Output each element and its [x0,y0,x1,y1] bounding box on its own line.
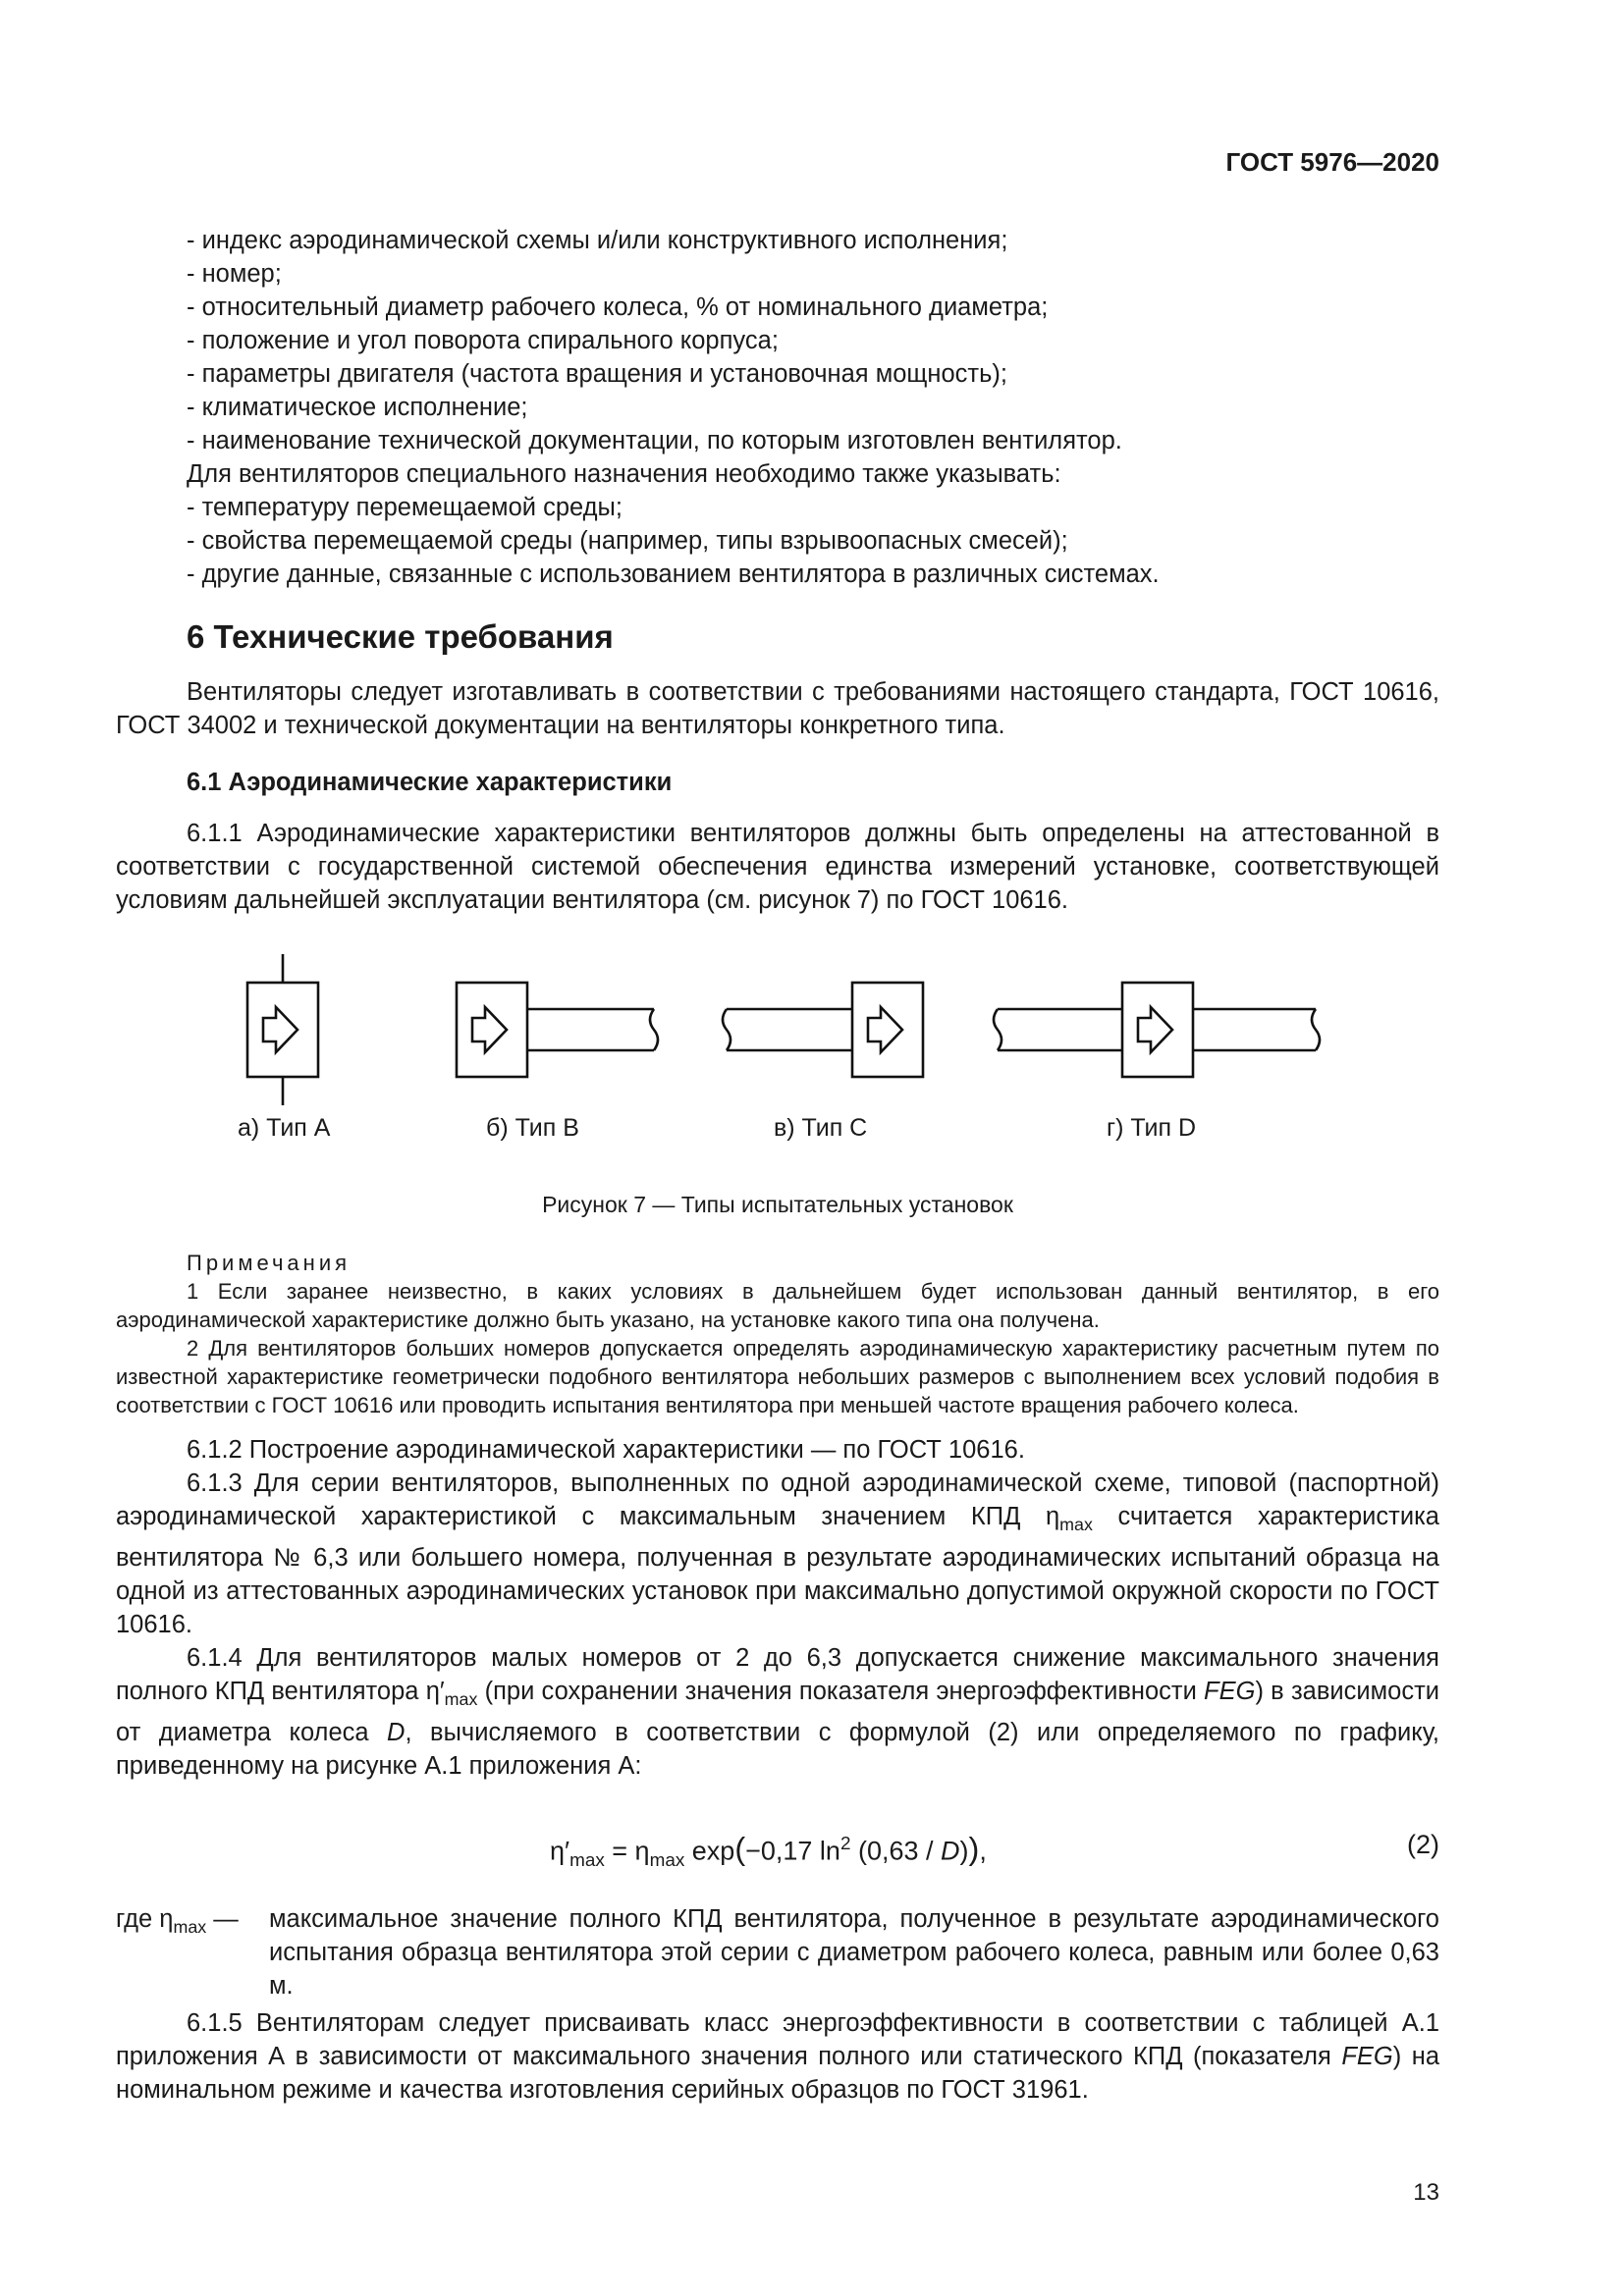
notes-title: Примечания [187,1251,352,1275]
list-item: - другие данные, связанные с использованием вентилятора в различных системах. [187,561,1160,588]
test-setup-diagram [116,946,1439,1113]
list-item: - наименование технической документации, по которым изготовлен вентилятор. [187,427,1122,454]
notes-block [116,1249,1439,1419]
type-c-diagram [723,983,923,1077]
list-item: - положение и угол поворота спирального корпуса; [187,327,779,354]
formula-number: (2) [1407,1830,1439,1860]
paragraph-6-1-4: 6.1.4 Для вентиляторов малых номеров от 2 до 6,3 допускается снижение максимального значения полного КПД вентилятора $\eta'_{max}$ (при сохранении значения показателя энергоэффективности FEG) в зависимости от диаметра колеса D, вычисляемого в соответствии с формулой (2) или определяемого по графику, приведенному на рисунке А.1 приложения А: [116,1644,1439,1781]
figure-label-type-c: в) Тип С [774,1114,868,1142]
formula-2 [116,1810,1439,1879]
paragraph-6-1-2: 6.1.2 Построение аэродинамической характеристики — по ГОСТ 10616. [187,1436,1025,1464]
list-item: - индекс аэродинамической схемы и/или конструктивного исполнения; [187,227,1008,254]
list-item: - относительный диаметр рабочего колеса, % от номинального диаметра; [187,294,1049,321]
figure-label-type-d: г) Тип D [1107,1114,1197,1142]
type-b-diagram [457,983,658,1077]
section-6-intro: Вентиляторы следует изготавливать в соответствии с требованиями настоящего стандарта, ГОСТ 10616, ГОСТ 34002 и технической документации на вентиляторы конкретного типа. [116,678,1439,739]
note-item: 2 Для вентиляторов больших номеров допускается определять аэродинамическую характеристику расчетным путем по известной характеристике геометрически подобного вентилятора небольших размеров с выполнением всех условий подобия в соответствии с ГОСТ 10616 или проводить испытания вентилятора при меньшей частоте вращения рабочего колеса. [116,1336,1439,1417]
paragraph-6-1-1: 6.1.1 Аэродинамические характеристики вентиляторов должны быть определены на аттестованной в соответствии с государственной системой обеспечения единства измерений установке, соответствующей условиям дальнейшей эксплуатации вентилятора (см. рисунок 7) по ГОСТ 10616. [116,820,1439,914]
note-item: 1 Если заранее неизвестно, в каких условиях в дальнейшем будет использован данный вентилятор, в его аэродинамической характеристике должно быть указано, на установке какого типа она получена. [116,1279,1439,1332]
formula-legend [116,1902,1439,2002]
figure-label-type-b: б) Тип В [486,1114,579,1142]
body-text [116,224,1439,2107]
type-d-diagram [994,983,1320,1077]
designation-list [116,224,1439,591]
standard-header: ГОСТ 5976—2020 [1225,147,1439,177]
legend-definition: максимальное значение полного КПД вентилятора, полученное в результате аэродинамического испытания образца вентилятора этой серии с диаметром рабочего колеса, равным или более 0,63 м. [269,1905,1439,2001]
figure-label-type-a: а) Тип А [238,1114,331,1142]
legend-term: где $\eta_{max}$ — [116,1905,239,1938]
section-6-1-title: 6.1 Аэродинамические характеристики [187,769,673,796]
paragraph-6-1-3: 6.1.3 Для серии вентиляторов, выполненных по одной аэродинамической схеме, типовой (паспортной) аэродинамической характеристикой с максимальным значением КПД $\eta_{max}$ считается характеристика вентилятора № 6,3 или большего номера, полученная в результате аэродинамических испытаний образца на одной из аттестованных аэродинамических установок при максимально допустимой окружной скорости по ГОСТ 10616. [116,1469,1439,1639]
list-item: - температуру перемещаемой среды; [187,494,623,521]
page-number: 13 [1413,2179,1439,2206]
special-intro: Для вентиляторов специального назначения необходимо также указывать: [187,460,1061,488]
figure-caption: Рисунок 7 — Типы испытательных установок [542,1192,1013,1217]
type-a-diagram [247,954,318,1105]
list-item: - параметры двигателя (частота вращения и установочная мощность); [187,360,1007,388]
figure-7 [116,946,1439,1172]
formula-expression: $\eta'_{max} = \eta_{max}$ exp(−0,17 $\ln^2 (0,63 / D)$), [550,1831,987,1872]
list-item: - климатическое исполнение; [187,394,528,421]
paragraph-6-1-5: 6.1.5 Вентиляторам следует присваивать класс энергоэффективности в соответствии с таблицей А.1 приложения А в зависимости от максимального значения полного или статического КПД (показателя FEG) на номинальном режиме и качества изготовления серийных образцов по ГОСТ 31961. [116,2009,1440,2105]
list-item: - номер; [187,260,282,288]
list-item: - свойства перемещаемой среды (например, типы взрывоопасных смесей); [187,527,1068,555]
section-6-title: 6 Технические требования [187,618,614,655]
